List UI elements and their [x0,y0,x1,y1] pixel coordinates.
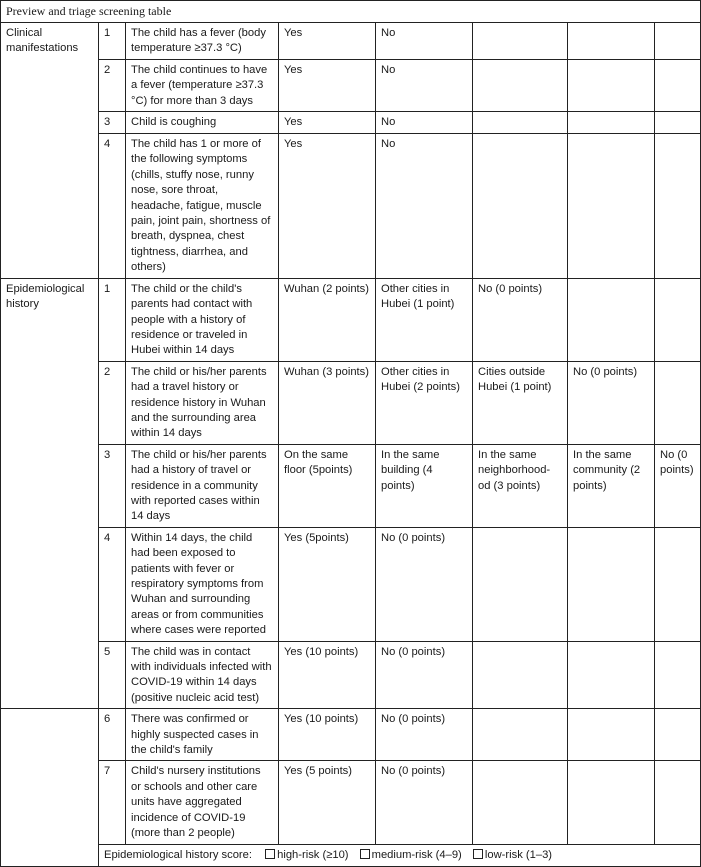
option-cell: In the same neighborhood-od (3 points) [473,444,568,527]
row-description: The child or his/her parents had a travel history or residence history in Wuhan and the surrounding area within 14 days [126,361,279,444]
option-cell: In the same community (2 points) [568,444,655,527]
section-label-clinical: Clinical manifestations [1,23,99,279]
option-cell [473,59,568,111]
option-cell: Yes [279,134,376,279]
option-cell: Yes (5points) [279,527,376,641]
option-cell [473,134,568,279]
row-number: 2 [99,59,126,111]
option-cell: No (0 points) [376,527,473,641]
option-cell: No (0 points) [655,444,701,527]
row-number: 1 [99,278,126,361]
option-cell [655,761,701,844]
option-cell [568,641,655,709]
option-cell [473,709,568,761]
option-cell [568,761,655,844]
row-number: 1 [99,23,126,60]
option-cell: No [376,134,473,279]
option-cell: No [376,23,473,60]
row-number: 6 [99,709,126,761]
row-description: The child or the child's parents had contact with people with a history of residence or traveled in Hubei within 14 days [126,278,279,361]
section-label-epidemiological: Epidemiological history [1,278,99,709]
table-row [1,134,701,279]
row-description: The child or his/her parents had a history of travel or residence in a community with reported cases within 14 days [126,444,279,527]
option-cell: Yes (5 points) [279,761,376,844]
table-row [1,641,701,709]
option-cell [655,112,701,134]
table-row [1,527,701,641]
row-number: 4 [99,527,126,641]
table-caption: Preview and triage screening table [1,1,701,23]
table-row [1,59,701,111]
row-description: Child's nursery institutions or schools and other care units have aggregated incidence of COVID-19 (more than 2 people) [126,761,279,844]
option-cell [473,641,568,709]
row-description: The child continues to have a fever (temperature ≥37.3 °C) for more than 3 days [126,59,279,111]
option-cell: Yes (10 points) [279,641,376,709]
table-row [1,444,701,527]
option-cell: Yes [279,112,376,134]
high-risk-checkbox[interactable] [265,849,275,859]
option-cell [655,134,701,279]
option-cell: Yes [279,23,376,60]
option-cell [473,761,568,844]
low-risk-checkbox[interactable] [473,849,483,859]
option-cell [655,527,701,641]
option-cell: No (0 points) [568,361,655,444]
row-number: 3 [99,112,126,134]
option-cell [568,278,655,361]
option-cell: No (0 points) [376,641,473,709]
option-cell: In the same building (4 points) [376,444,473,527]
row-number: 7 [99,761,126,844]
option-cell: Yes [279,59,376,111]
table-row [1,761,701,844]
score-row [1,844,701,866]
option-cell [655,23,701,60]
row-description: The child was in contact with individuals infected with COVID-19 within 14 days (positive nucleic acid test) [126,641,279,709]
option-cell [568,23,655,60]
score-cell [99,844,701,866]
medium-risk-checkbox[interactable] [360,849,370,859]
row-number: 2 [99,361,126,444]
table-row [1,112,701,134]
table-row [1,23,701,60]
row-number: 4 [99,134,126,279]
option-cell: No (0 points) [473,278,568,361]
option-cell: Other cities in Hubei (1 point) [376,278,473,361]
row-description: Within 14 days, the child had been exposed to patients with fever or respiratory symptoms from Wuhan and surrounding areas or from communities where cases were reported [126,527,279,641]
option-cell [568,134,655,279]
option-cell [568,112,655,134]
option-cell: Wuhan (2 points) [279,278,376,361]
row-number: 5 [99,641,126,709]
option-cell: On the same floor (5points) [279,444,376,527]
option-cell [655,361,701,444]
low-risk-label: low-risk (1–3) [484,848,553,861]
table-row [1,278,701,361]
option-cell [655,59,701,111]
row-description: The child has 1 or more of the following symptoms (chills, stuffy nose, runny nose, sore throat, headache, fatigue, muscle pain, joint pain, shortness of breath, dyspnea, chest tightness, diarrhea, and others) [126,134,279,279]
option-cell [568,709,655,761]
option-cell: Other cities in Hubei (2 points) [376,361,473,444]
row-number: 3 [99,444,126,527]
option-cell [655,709,701,761]
option-cell [568,527,655,641]
option-cell [655,278,701,361]
score-label: Epidemiological history score: [104,848,252,861]
option-cell: Cities outside Hubei (1 point) [473,361,568,444]
high-risk-label: high-risk (≥10) [277,848,349,861]
option-cell [655,641,701,709]
option-cell: Wuhan (3 points) [279,361,376,444]
option-cell [568,59,655,111]
medium-risk-label: medium-risk (4–9) [371,848,462,861]
option-cell: Yes (10 points) [279,709,376,761]
table-row [1,361,701,444]
table-row [1,709,701,761]
row-description: There was confirmed or highly suspected cases in the child's family [126,709,279,761]
option-cell: No [376,59,473,111]
option-cell [473,112,568,134]
option-cell: No [376,112,473,134]
option-cell: No (0 points) [376,709,473,761]
option-cell [473,23,568,60]
section-label-continuation [1,709,99,866]
row-description: Child is coughing [126,112,279,134]
option-cell [473,527,568,641]
row-description: The child has a fever (body temperature ≥37.3 °C) [126,23,279,60]
option-cell: No (0 points) [376,761,473,844]
